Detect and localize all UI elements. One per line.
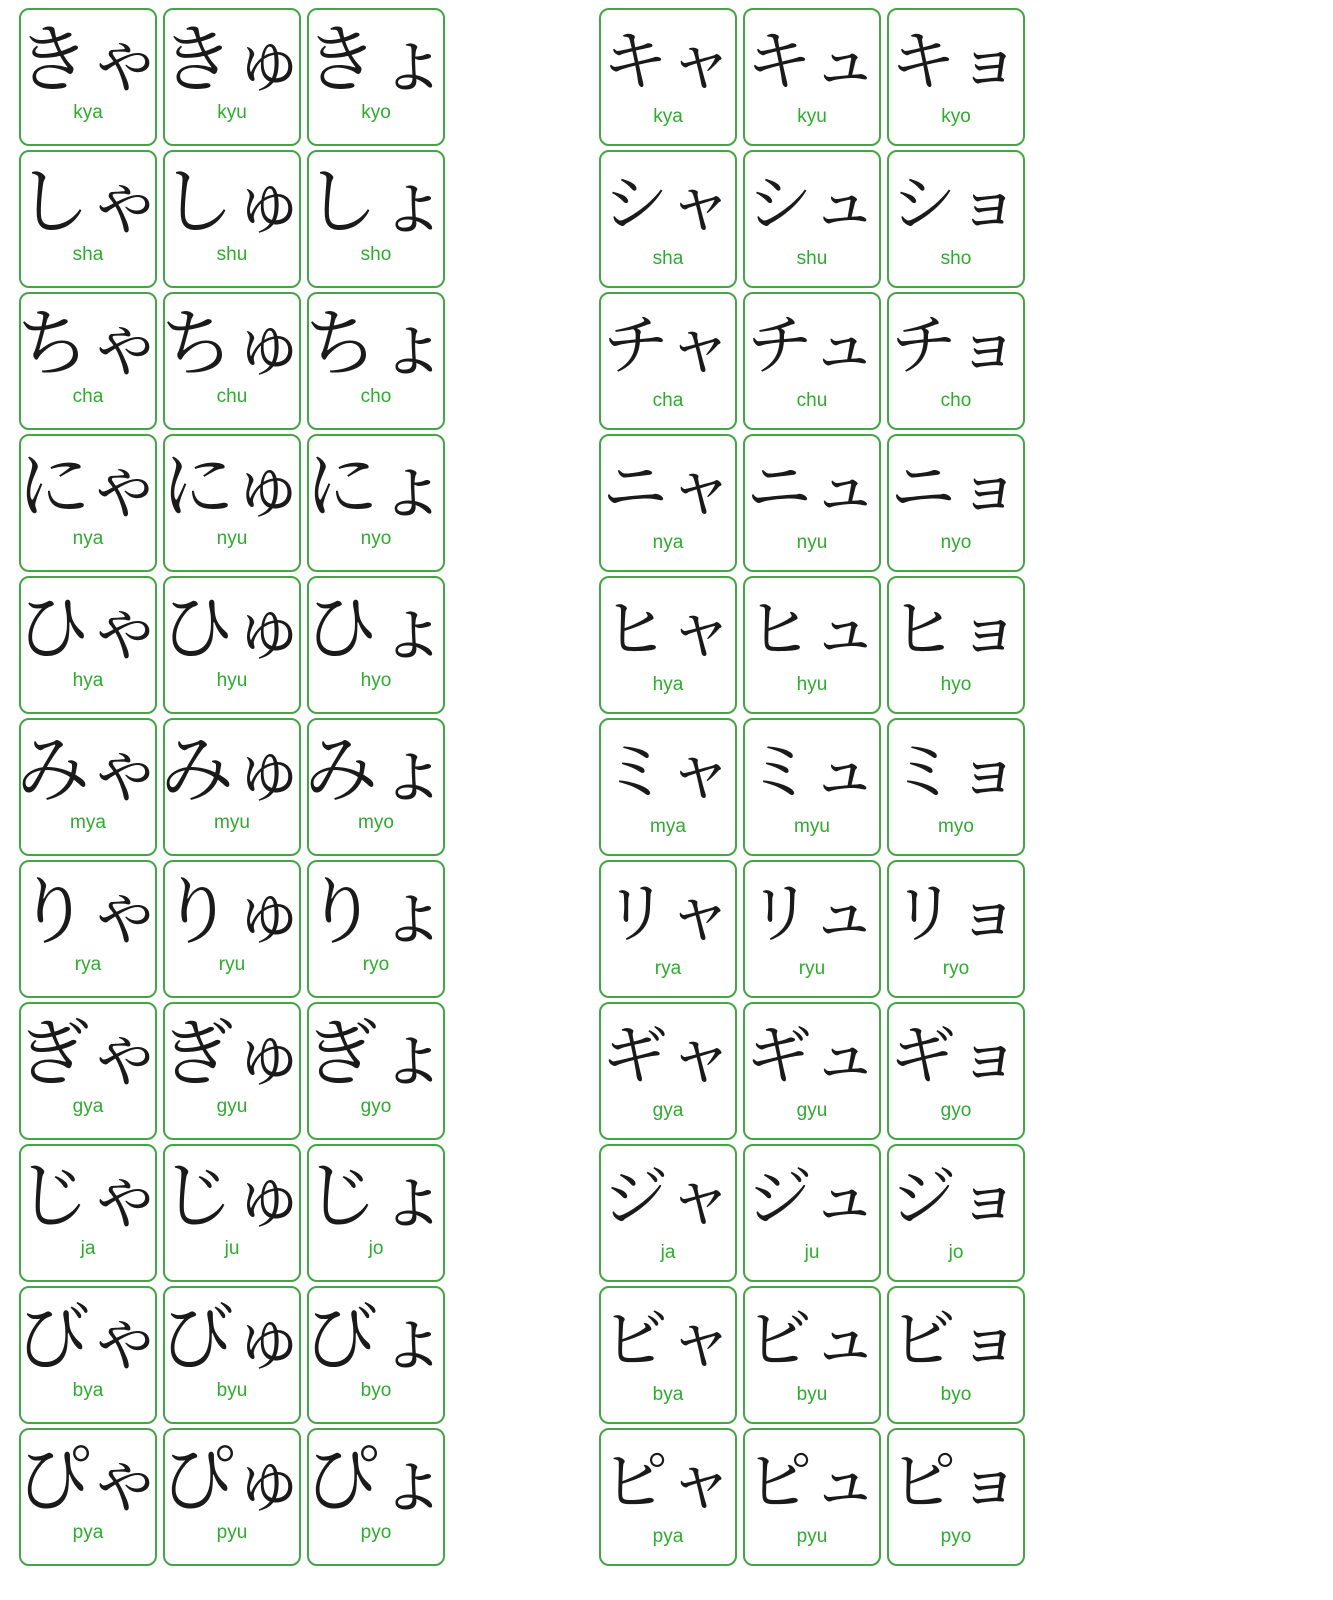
- romaji-label: pya: [72, 1522, 104, 1543]
- romaji-label: hyu: [216, 670, 248, 691]
- kana-card[interactable]: [160, 718, 304, 856]
- kana-card[interactable]: [599, 576, 737, 714]
- kana-glyph: ぴゃ: [16, 1437, 160, 1523]
- kana-card[interactable]: [160, 576, 304, 714]
- kana-glyph: ヒャ: [602, 591, 734, 668]
- romaji-label: myo: [938, 816, 974, 837]
- kana-card[interactable]: [304, 150, 448, 288]
- kana-card[interactable]: [160, 150, 304, 288]
- kana-card[interactable]: [16, 576, 160, 714]
- kana-glyph: にゅ: [160, 443, 304, 529]
- kana-card[interactable]: [743, 576, 881, 714]
- romaji-label: hyo: [940, 674, 972, 695]
- kana-glyph: ヒョ: [890, 591, 1022, 668]
- katakana-yo-column: [884, 8, 1028, 1600]
- left-margin: [0, 8, 16, 1600]
- kana-glyph: ジョ: [890, 1159, 1022, 1236]
- kana-card[interactable]: [304, 1144, 448, 1282]
- romaji-label: byu: [796, 1384, 828, 1405]
- kana-glyph: きょ: [304, 17, 448, 103]
- romaji-label: nyu: [216, 528, 248, 549]
- kana-card[interactable]: [16, 8, 160, 146]
- kana-card[interactable]: [743, 150, 881, 288]
- romaji-label: kya: [653, 106, 683, 127]
- romaji-label: byo: [360, 1380, 392, 1401]
- kana-glyph: じゃ: [16, 1153, 160, 1239]
- kana-glyph: みゃ: [16, 727, 160, 813]
- romaji-label: nyo: [360, 528, 392, 549]
- kana-glyph: シュ: [746, 165, 878, 242]
- romaji-label: gya: [72, 1096, 104, 1117]
- kana-glyph: りゃ: [16, 869, 160, 955]
- hiragana-block: [16, 8, 448, 1600]
- kana-card[interactable]: [743, 292, 881, 430]
- kana-glyph: ヒュ: [746, 591, 878, 668]
- romaji-label: cha: [652, 390, 684, 411]
- kana-glyph: シャ: [602, 165, 734, 242]
- romaji-label: bya: [652, 1384, 684, 1405]
- romaji-label: bya: [72, 1380, 104, 1401]
- kana-glyph: びゃ: [16, 1295, 160, 1381]
- romaji-label: mya: [650, 816, 686, 837]
- romaji-label: hya: [72, 670, 104, 691]
- kana-card[interactable]: [160, 292, 304, 430]
- kana-glyph: ぎょ: [304, 1011, 448, 1097]
- kana-glyph: ギャ: [602, 1017, 734, 1094]
- kana-glyph: しゅ: [160, 159, 304, 245]
- kana-glyph: ギョ: [890, 1017, 1022, 1094]
- romaji-label: shu: [216, 244, 248, 265]
- kana-card[interactable]: [599, 718, 737, 856]
- kana-card[interactable]: [16, 1286, 160, 1424]
- romaji-label: kya: [73, 102, 103, 123]
- kana-card[interactable]: [599, 292, 737, 430]
- kana-glyph: ちゃ: [16, 301, 160, 387]
- kana-card[interactable]: [599, 1286, 737, 1424]
- kana-card[interactable]: [304, 1002, 448, 1140]
- kana-glyph: ピョ: [890, 1443, 1022, 1520]
- kana-glyph: ちゅ: [160, 301, 304, 387]
- kana-card[interactable]: [304, 434, 448, 572]
- kana-card[interactable]: [599, 434, 737, 572]
- romaji-label: sha: [652, 248, 684, 269]
- kana-glyph: ピュ: [746, 1443, 878, 1520]
- kana-card[interactable]: [304, 1286, 448, 1424]
- romaji-label: myu: [214, 812, 250, 833]
- kana-glyph: ニャ: [602, 449, 734, 526]
- kana-glyph: じゅ: [160, 1153, 304, 1239]
- romaji-label: jo: [948, 1242, 964, 1263]
- romaji-label: gyo: [940, 1100, 972, 1121]
- kana-card[interactable]: [743, 1002, 881, 1140]
- kana-glyph: ミュ: [746, 733, 878, 810]
- kana-glyph: りゅ: [160, 869, 304, 955]
- kana-card[interactable]: [743, 718, 881, 856]
- kana-card[interactable]: [887, 576, 1025, 714]
- kana-card[interactable]: [887, 292, 1025, 430]
- romaji-label: cho: [360, 386, 392, 407]
- kana-card[interactable]: [887, 1286, 1025, 1424]
- kana-card[interactable]: [599, 1002, 737, 1140]
- kana-glyph: ジュ: [746, 1159, 878, 1236]
- kana-card[interactable]: [887, 860, 1025, 998]
- romaji-label: pya: [652, 1526, 684, 1547]
- kana-glyph: ひゅ: [160, 585, 304, 671]
- kana-glyph: ぴょ: [304, 1437, 448, 1523]
- kana-card[interactable]: [304, 576, 448, 714]
- kana-card[interactable]: [743, 860, 881, 998]
- kana-glyph: ミャ: [602, 733, 734, 810]
- hiragana-yo-column: [304, 8, 448, 1600]
- katakana-yu-column: [740, 8, 884, 1600]
- kana-glyph: キョ: [890, 23, 1022, 100]
- kana-glyph: キュ: [746, 23, 878, 100]
- kana-glyph: ぎゃ: [16, 1011, 160, 1097]
- romaji-label: rya: [74, 954, 102, 975]
- romaji-label: chu: [216, 386, 248, 407]
- kana-glyph: リョ: [890, 875, 1022, 952]
- kana-glyph: ビョ: [890, 1301, 1022, 1378]
- kana-glyph: チョ: [890, 307, 1022, 384]
- kana-glyph: じょ: [304, 1153, 448, 1239]
- romaji-label: ju: [804, 1242, 820, 1263]
- kana-card[interactable]: [160, 434, 304, 572]
- romaji-label: pyu: [216, 1522, 248, 1543]
- katakana-block: [596, 8, 1028, 1600]
- romaji-label: pyo: [940, 1526, 972, 1547]
- kana-card[interactable]: [160, 8, 304, 146]
- romaji-label: ju: [224, 1238, 240, 1259]
- romaji-label: gya: [652, 1100, 684, 1121]
- kana-glyph: ギュ: [746, 1017, 878, 1094]
- kana-card[interactable]: [887, 1144, 1025, 1282]
- romaji-label: myo: [358, 812, 394, 833]
- kana-card[interactable]: [160, 860, 304, 998]
- romaji-label: jo: [368, 1238, 384, 1259]
- romaji-label: nyo: [940, 532, 972, 553]
- kana-glyph: ニョ: [890, 449, 1022, 526]
- romaji-label: gyu: [796, 1100, 828, 1121]
- kana-glyph: みゅ: [160, 727, 304, 813]
- kana-card[interactable]: [887, 718, 1025, 856]
- romaji-label: hyu: [796, 674, 828, 695]
- romaji-label: cho: [940, 390, 972, 411]
- kana-card[interactable]: [16, 718, 160, 856]
- kana-card[interactable]: [16, 1002, 160, 1140]
- romaji-label: pyo: [360, 1522, 392, 1543]
- romaji-label: hya: [652, 674, 684, 695]
- hiragana-yu-column: [160, 8, 304, 1600]
- kana-glyph: キャ: [602, 23, 734, 100]
- kana-card[interactable]: [599, 150, 737, 288]
- romaji-label: sho: [360, 244, 392, 265]
- kana-card[interactable]: [599, 1144, 737, 1282]
- kana-card[interactable]: [16, 292, 160, 430]
- kana-card[interactable]: [887, 8, 1025, 146]
- romaji-label: ryu: [798, 958, 826, 979]
- kana-glyph: ひゃ: [16, 585, 160, 671]
- romaji-label: kyu: [797, 106, 827, 127]
- romaji-label: gyo: [360, 1096, 392, 1117]
- kana-glyph: しょ: [304, 159, 448, 245]
- kana-card[interactable]: [304, 1428, 448, 1566]
- romaji-label: chu: [796, 390, 828, 411]
- katakana-ya-column: [596, 8, 740, 1600]
- romaji-label: ja: [80, 1238, 96, 1259]
- kana-glyph: りょ: [304, 869, 448, 955]
- romaji-label: nya: [652, 532, 684, 553]
- kana-card[interactable]: [743, 1286, 881, 1424]
- kana-glyph: ビュ: [746, 1301, 878, 1378]
- kana-glyph: リャ: [602, 875, 734, 952]
- romaji-label: kyo: [361, 102, 391, 123]
- kana-card[interactable]: [16, 860, 160, 998]
- romaji-label: mya: [70, 812, 106, 833]
- kana-card[interactable]: [16, 1144, 160, 1282]
- kana-card[interactable]: [304, 860, 448, 998]
- romaji-label: sha: [72, 244, 104, 265]
- romaji-label: kyu: [217, 102, 247, 123]
- kana-card[interactable]: [887, 1002, 1025, 1140]
- kana-card[interactable]: [887, 434, 1025, 572]
- romaji-label: cha: [72, 386, 104, 407]
- kana-card[interactable]: [743, 8, 881, 146]
- kana-glyph: びゅ: [160, 1295, 304, 1381]
- kana-card[interactable]: [743, 1144, 881, 1282]
- kana-card[interactable]: [160, 1428, 304, 1566]
- kana-glyph: しゃ: [16, 159, 160, 245]
- kana-card[interactable]: [16, 1428, 160, 1566]
- romaji-label: hyo: [360, 670, 392, 691]
- kana-card[interactable]: [887, 1428, 1025, 1566]
- kana-glyph: ジャ: [602, 1159, 734, 1236]
- kana-glyph: ニュ: [746, 449, 878, 526]
- romaji-label: ja: [660, 1242, 676, 1263]
- romaji-label: pyu: [796, 1526, 828, 1547]
- kana-card[interactable]: [160, 1286, 304, 1424]
- kana-card[interactable]: [16, 434, 160, 572]
- kana-card[interactable]: [160, 1144, 304, 1282]
- romaji-label: myu: [794, 816, 830, 837]
- kana-glyph: リュ: [746, 875, 878, 952]
- kana-glyph: みょ: [304, 727, 448, 813]
- kana-glyph: ショ: [890, 165, 1022, 242]
- hiragana-ya-column: [16, 8, 160, 1600]
- kana-glyph: ひょ: [304, 585, 448, 671]
- kana-glyph: きゃ: [16, 17, 160, 103]
- kana-glyph: チャ: [602, 307, 734, 384]
- kana-card[interactable]: [887, 150, 1025, 288]
- kana-glyph: ぎゅ: [160, 1011, 304, 1097]
- kana-card[interactable]: [304, 292, 448, 430]
- kana-glyph: ビャ: [602, 1301, 734, 1378]
- kana-glyph: きゅ: [160, 17, 304, 103]
- kana-card[interactable]: [743, 1428, 881, 1566]
- kana-glyph: にょ: [304, 443, 448, 529]
- romaji-label: shu: [796, 248, 828, 269]
- romaji-label: ryu: [218, 954, 246, 975]
- kana-glyph: ミョ: [890, 733, 1022, 810]
- romaji-label: ryo: [362, 954, 390, 975]
- kana-card[interactable]: [304, 718, 448, 856]
- romaji-label: kyo: [941, 106, 971, 127]
- romaji-label: sho: [940, 248, 972, 269]
- romaji-label: gyu: [216, 1096, 248, 1117]
- romaji-label: rya: [654, 958, 682, 979]
- kana-card[interactable]: [743, 434, 881, 572]
- kana-card[interactable]: [599, 8, 737, 146]
- kana-glyph: ちょ: [304, 301, 448, 387]
- kana-glyph: にゃ: [16, 443, 160, 529]
- romaji-label: ryo: [942, 958, 970, 979]
- kana-card[interactable]: [160, 1002, 304, 1140]
- block-separator: [448, 8, 596, 1600]
- kana-card[interactable]: [16, 150, 160, 288]
- kana-card[interactable]: [599, 1428, 737, 1566]
- romaji-label: nya: [72, 528, 104, 549]
- kana-glyph: チュ: [746, 307, 878, 384]
- romaji-label: byu: [216, 1380, 248, 1401]
- kana-card[interactable]: [304, 8, 448, 146]
- kana-glyph: びょ: [304, 1295, 448, 1381]
- romaji-label: byo: [940, 1384, 972, 1405]
- kana-glyph: ぴゅ: [160, 1437, 304, 1523]
- kana-glyph: ピャ: [602, 1443, 734, 1520]
- kana-card[interactable]: [599, 860, 737, 998]
- romaji-label: nyu: [796, 532, 828, 553]
